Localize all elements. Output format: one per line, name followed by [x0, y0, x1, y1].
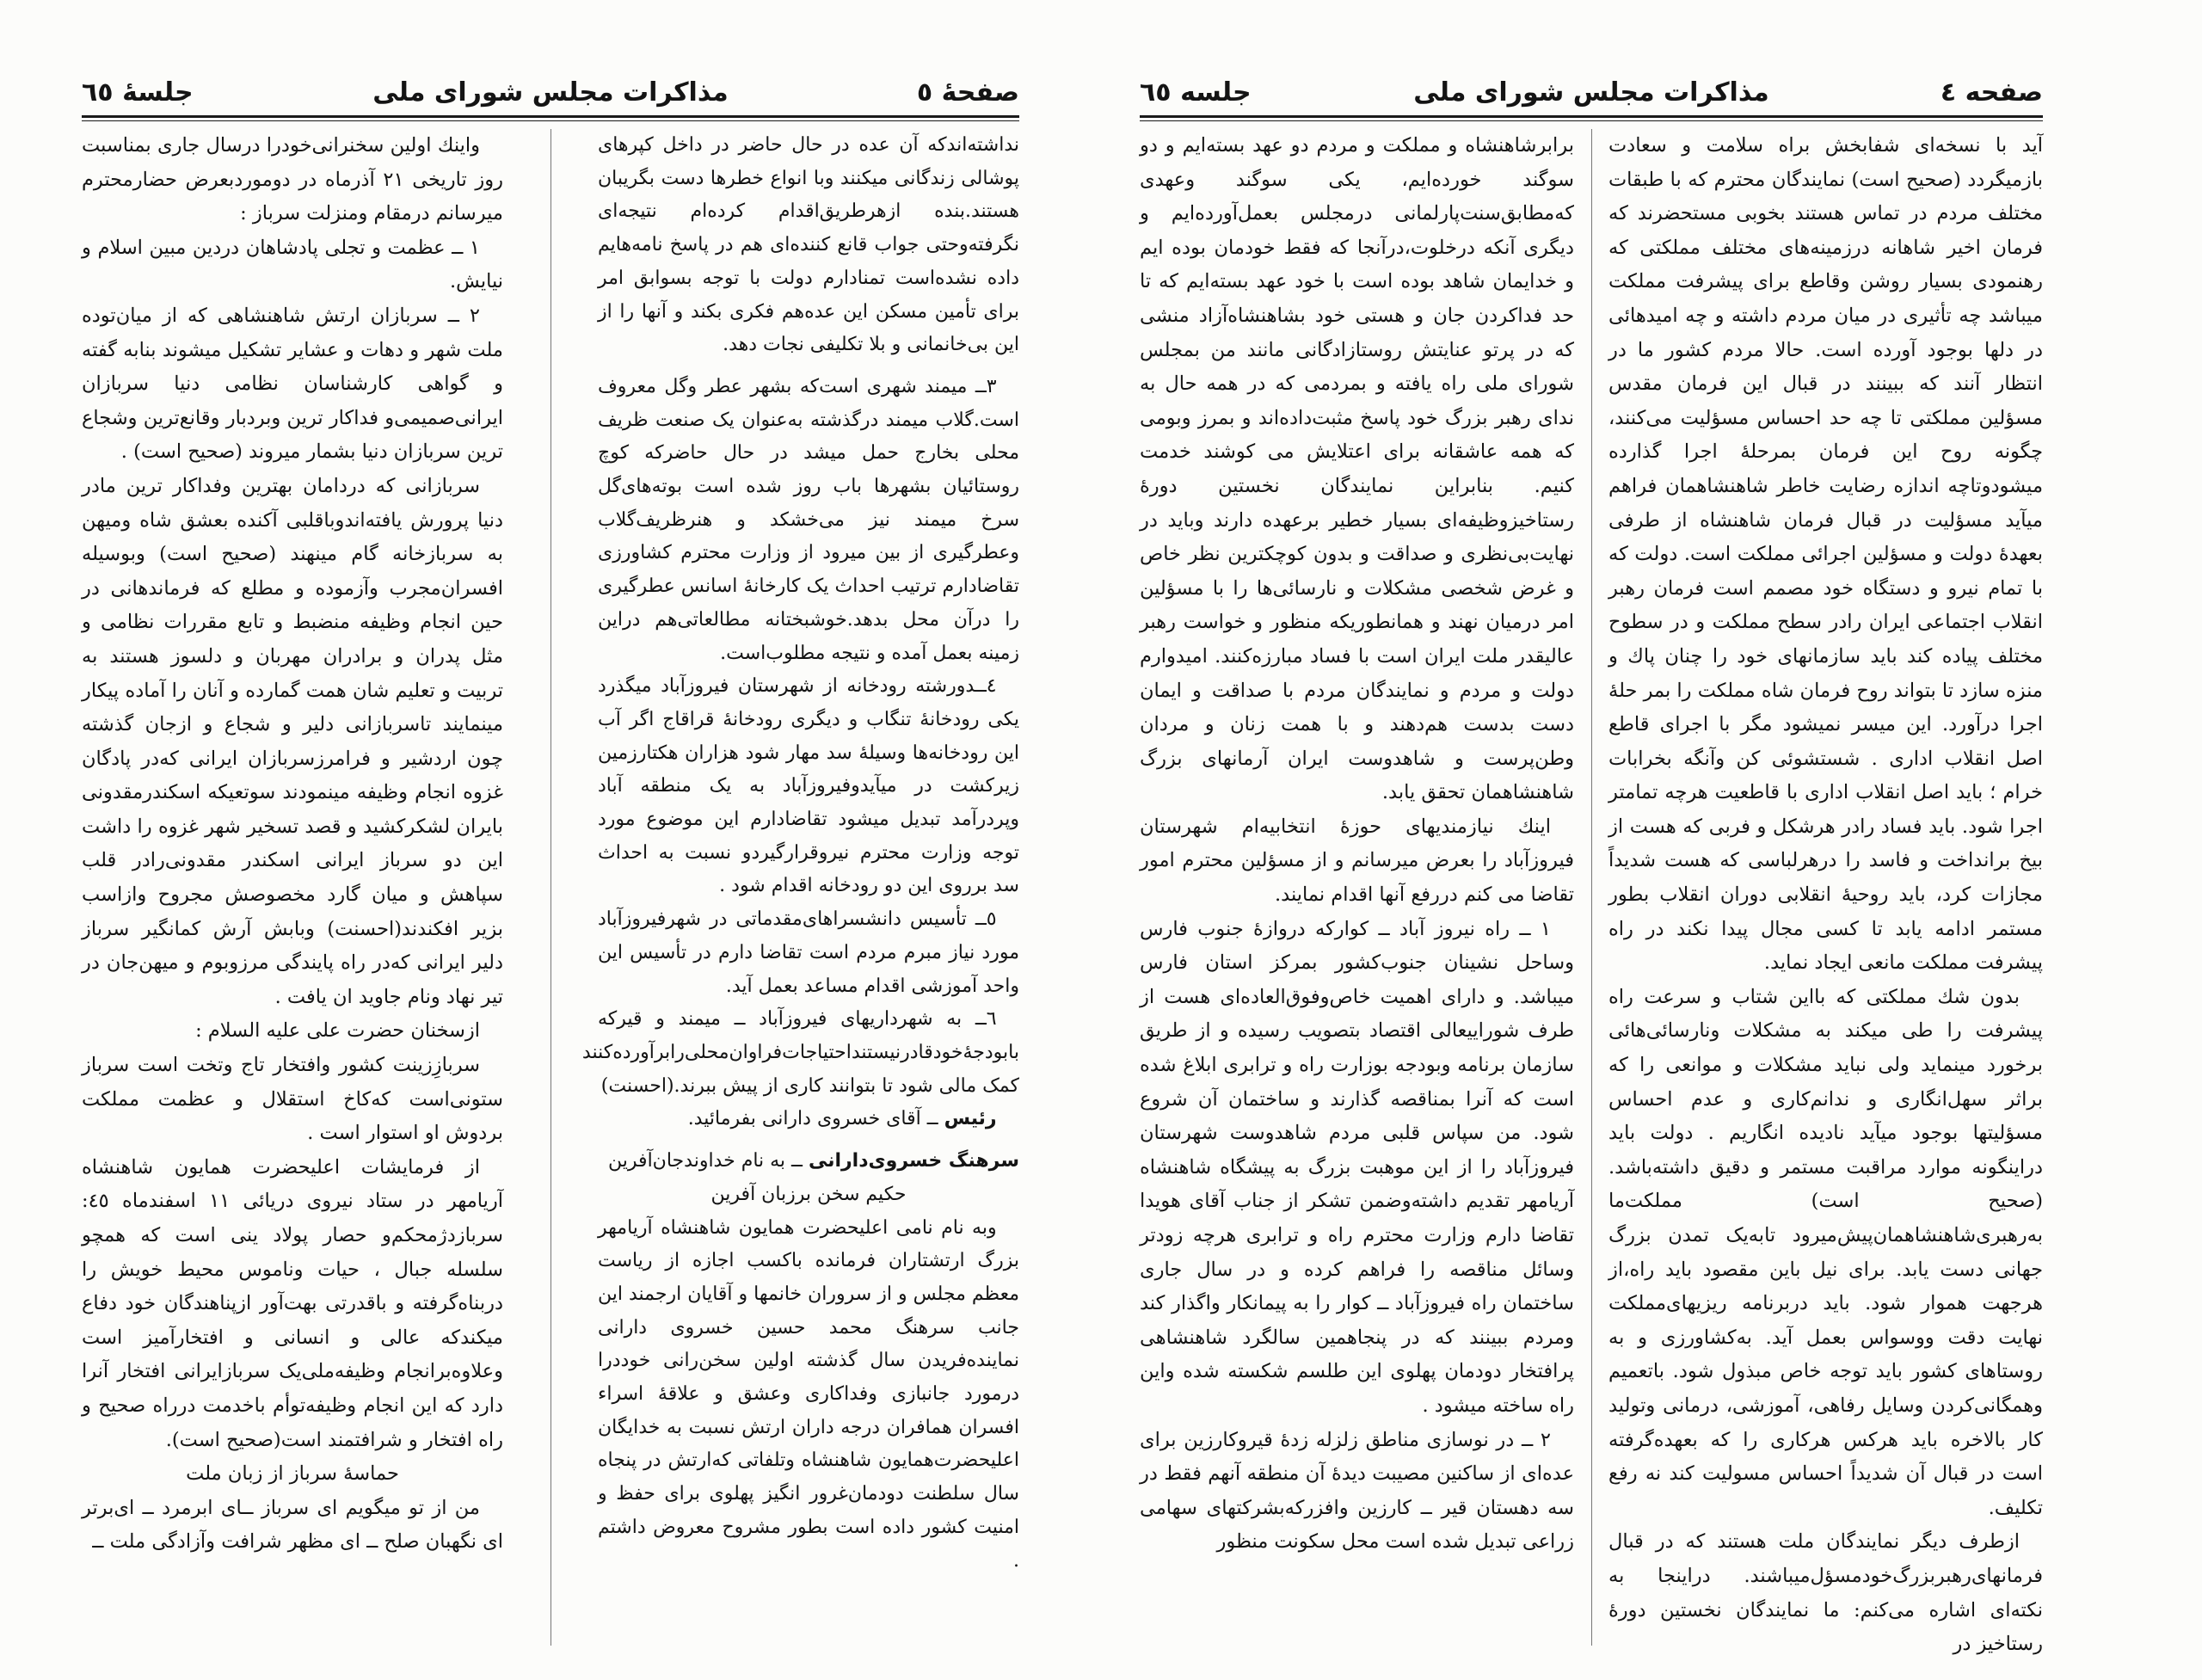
header-rule-thin: [1140, 120, 2043, 121]
paragraph: بدون شك مملکتی که بااین شتاب و سرعت راه پیشرفت را طی میکند به مشکلات ونارسائی‌هائی برخورد مینماید ولی نباید مشکلات و موانعی را که براثر سهل‌انگاری و ندانم‌کاری و عدم احساس مسؤلیتها بوجود میآید نادیده انگاریم . دولت باید دراینگونه موارد مراقبت مستمر و دقیق داشته‌باشد. (صحیح است) مملکت‌ما به‌رهبری‌شاهنشاهمان‌پیش‌میرود تابه‌یک تمدن بزرگ جهانی دست یابد. برای نیل باین مقصود باید راه،از هرجهت هموار شود. باید دربرنامه ریزیهای‌مملکت نهایت دقت ووسواس بعمل آید. به‌کشاورزی و به روستاهای کشور باید توجه خاص مبذول شود. باتعمیم وهمگانی‌کردن وسایل رفاهی، آموزشی، درمانی وتولید کار بالاخره باید هرکس هرکاری را که بعهده‌گرفته است در قبال آن شدیداً احساس مسولیت کند نه رفع تکلیف.: [1608, 985, 2043, 1519]
text-column-left: [82, 129, 503, 1560]
speaker-line: [598, 1103, 1019, 1136]
speaker-name: رئیس: [944, 1108, 997, 1130]
header-rule-thin: [82, 120, 1019, 121]
header-rule: [1140, 115, 2043, 118]
paragraph: ٦ــ به شهرداریهای فیروزآباد ــ میمند و قیرکه بابودجهٔ‌خودقادرنیستنداحتیاجات‌فراوان‌محلی‌رابرآورده‌کنند کمک مالی شود تا بتوانند کاری از پیش ببرند.(احسنت): [581, 1008, 1019, 1097]
speaker-name: سرهنگ خسروی‌دارانی: [808, 1150, 1019, 1172]
session-number: جلسه ٦٥: [1140, 77, 1252, 108]
paragraph: واینك اولین سخنرانی‌خودرا درسال جاری بمناسبت روز تاریخی ٢١ آذرماه در دوموردبعرض حضارمحترم میرسانم درمقام ومنزلت سرباز :: [82, 134, 503, 225]
column-divider: [550, 129, 551, 1646]
text-column-right: [1608, 129, 2043, 1662]
journal-title: مذاکرات مجلس شورای ملی: [1413, 77, 1769, 108]
page-number: صفحهٔ ٥: [916, 77, 1019, 108]
running-header: [1140, 76, 2043, 114]
paragraph: سربازانی که درداما‌ن بهترین وفداکار ترین مادر دنیا پرورش یافته‌اندوباقلبی آکنده بعشق شاه ومیهن به سربازخانه گام مینهند (صحیح است) وبوسیله افسران‌مجرب وآزموده و مطلع که فرماندهانی در حین انجام وظیفه منضبط و تابع مقررات نظامی و مثل پدران و برادران مهربان و دلسوز هستند به تربیت و تعلیم شان همت گمارده و آنان را آماده پیکار مینمایند تاسربازانی دلیر و شجاع و ازجان گذشته چون اردشیر و فرامرزسربازان ایرانی که‌در پادگان غزوه انجام وظیفه مینمودند سوتعیکه اسکندرمقدونی بایران لشکرکشید و قصد تسخیر شهر غزوه را داشت این دو سرباز ایرانی اسکندر مقدونی‌رادر قلب سپاهش و میان گارد مخصوصش مجروح وازاسب بزیر افکندند(احسنت) وبابش آرش کمانگیر سرباز دلیر ایرانی که‌در راه پایندگی مرزوبوم و میهن‌جان در تیر نهاد ونام جاوید ان یافت .: [82, 474, 503, 1008]
paragraph: برابرشاهنشاه و مملکت و مردم دو عهد بسته‌ایم و دو سوگند خورده‌ایم، یکی سوگند وعهدی که‌مطابق‌سنت‌پارلمانی درمجلس بعمل‌آورده‌ایم و دیگری آنکه درخلوت،درآنجا که فقط خودمان بوده ایم و خدایمان شاهد بوده است با خود عهد بسته‌ایم که تا حد فداکردن جان و هستی خود بشاهنشاه‌آزاد منشی که در پرتو عنایتش روستازادگانی مانند من بمجلس شورای ملی راه یافته و بمردمی که در همه حال به ندای رهبر بزرگ خود پاسخ مثبت‌داده‌اند و بمرز وبومی که همه عاشقانه برای اعتلایش می کوشند خدمت کنیم. بنابراین نمایندگان نخستین دورهٔ رستاخیزوظیفه‌ای بسیار خطیر برعهده دارند وباید در نهایت‌بی‌نظری و صداقت و بدون کوچکترین نظر خاص و غرض شخصی مشکلات و نارسائی‌ها را با مسؤلین امر درمیان نهند و همانطوریکه منظور و خواست رهبر عالیقدر ملت ایران است با فساد مبارزه‌کنند. امیدوارم دولت و مردم و نمایندگان مردم با صداقت و ایمان دست بدست هم‌دهند و با همت زنان و مردان وطن‌پرست و شاهدوست ایران آرمانهای بزرگ شاهنشاهمان تحقق یابد.: [1140, 134, 1574, 804]
paragraph: سربازِزینت کشور وافتخار تاج وتخت است سرباز ستونی‌است که‌کاخ استقلال و عظمت مملکت بردوش او استوار است .: [82, 1054, 503, 1145]
speaker-text: ــ آقای خسروی دارانی بفرمائید.: [687, 1108, 944, 1130]
paragraph: ٥ــ تأسیس دانشسراهای‌مقدماتی در شهرفیروزآباد مورد نیاز مبرم مردم است تقاضا دارم در تأسیس این واحد آموزشی اقدام مساعد بعمل آید.: [598, 908, 1019, 997]
page-5: [82, 0, 1019, 1680]
paragraph: از فرمایشات اعلیحضرت همایون شاهنشاه آریامهر در ستاد نیروی دریائی ١١ اسفندماه ٤٥: سربازدژمحکم‌و حصار پولاد ینی است که همچو سلسله جبال ، حیات وناموس محیط خویش را دربناه‌گرفته و باقدرتی بهت‌آور ازپناهندگان خود دفاع میکندکه عالی و انسانی و افتخارآمیز است وعلاوه‌برانجام وظیفه‌ملی‌یک سربازایرانی افتخار آنرا دارد که این انجام وظیفه‌توأم باخدمت درراه صحیح و راه افتخار و شرافتمند است(صحیح است).: [82, 1155, 503, 1451]
paragraph: ازسخنان حضرت علی علیه السلام :: [195, 1019, 480, 1043]
list-item: ٢ ــ سربازان ارتش شاهنشاهی که از میان‌توده ملت شهر و دهات و عشایر تشکیل میشوند بنابه گفته و گواهی کارشناسان نظامی دنیا سربازان ایرانی‌صمیمی‌و فداکار ترین وبردبار وقانع‌ترین وشجاع ترین سربازان دنیا بشمار میروند (صحیح است) .: [82, 304, 503, 464]
column-divider: [1591, 129, 1592, 1646]
paragraph: ازطرف دیگر نمایندگان ملت هستند که در قبال فرمانهای‌رهبربزرگ‌خودمسؤل‌میباشند. دراینجا به نکته‌ای اشاره می‌کنم: ما نمایندگان نخستین دورهٔ رستاخیز در: [1608, 1530, 2043, 1656]
speech-heading-verse: حکیم سخن برزبان آفرین: [710, 1183, 907, 1205]
paragraph: ٤ــدورشته رودخانه از شهرستان فیروزآباد میگذرد یکی رودخانهٔ تنگاب و دیگری رودخانهٔ قراقاج اگر آب این رودخانه‌ها وسیلهٔ سد مهار شود هزاران هکتارزمین زیرکشت در میآیدوفیروزآباد به یک منطقه آباد وپردرآمد تبدیل میشود تقاضادارم این موضوع مورد توجه وزارت محترم نیروقرارگیردو نسبت به احداث سد برروی این دو رودخانه اقدام شود .: [598, 675, 1019, 897]
page-4: [1140, 0, 2043, 1680]
journal-title: مذاکرات مجلس شورای ملی: [372, 77, 729, 108]
text-column-left: [1140, 129, 1574, 1560]
paragraph: اینك نیازمندیهای حوزهٔ انتخابیه‌ام شهرستان فیروزآباد را بعرض میرسانم و از مسؤلین محترم امور تقاضا می کنم دررفع آنها اقدام نمایند.: [1140, 815, 1574, 907]
text-column-right: [581, 129, 1020, 1578]
header-rule: [82, 115, 1019, 118]
paragraph: وبه نام نامی اعلیحضرت همایون شاهنشاه آریامهر بزرگ ارتشتاران فرمانده باکسب اجازه از ریاست معظم مجلس و از سروران خانمها و آقایان ارجمند این جانب سرهنگ محمد حسین خسروی دارانی نماینده‌فریدن سال گذشته اولین سخن‌رانی خوددرا درمورد جانبازی وفداکاری وعشق و علاقهٔ اسراء افسران همافران درجه داران ارتش نسبت به خدایگان اعلیحضرت‌همایون شاهنشاه وتلفاتی که‌ارتش در پنجاه سال سلطنت دودمان‌غرور انگیز پهلوی برای حفظ و امنیت کشور داده است بطور مشروح معروض داشتم .: [598, 1216, 1019, 1572]
speech-heading: [598, 1145, 1019, 1211]
paragraph: من از تو میگویم ای سرباز ــای ابرمرد ــ ای‌برتر ای نگهبان صلح ــ ای مظهر شرافت وآزادگی ملت ــ: [82, 1496, 503, 1554]
paragraph: ٣ــ میمند شهری است‌که بشهر عطر وگل معروف است.گلاب میمند درگذشته به‌عنوان یک صنعت ظریف محلی بخارج حمل میشد در حال حاضرکه کوچ روستائیان بشهرها باب روز شده است بوته‌های‌گل سرخ میمند نیز می‌خشکد و هنرظریف‌گلاب وعطرگیری از بین میرود از وزارت محترم کشاورزی تقاضادارم ترتیب احداث یک کارخانهٔ اسانس عطرگیری را درآن محل بدهد.خوشبختانه مطالعاتی‌هم دراین زمینه بعمل آمده و نتیجه مطلوب‌است.: [598, 375, 1020, 664]
paragraph: آید با نسخه‌ای شفابخش براه سلامت و سعادت بازمیگردد (صحیح است) نمایندگان محترم که با طبقات مختلف مردم در تماس هستند بخوبی مستحضرند که فرمان اخیر شاهانه درزمینه‌های مختلف مملکتی که رهنمودی بسیار روشن وقاطع برای پیشرفت مملکت میباشد چه تأثیری در میان مردم داشته و چه امیدهائی در دلها بوجود آورده است. حالا مردم کشور ما در انتظار آنند که ببینند در قبال این فرمان مقدس مسؤلین مملکتی تا چه حد احساس مسؤلیت می‌کنند، چگونه روح این فرمان بمرحلهٔ اجرا گذارده میشودوتاچه اندازه رضایت خاطر شاهنشاهمان فراهم میآید مسؤلیت در قبال فرمان شاهنشاه از طرفی بعهدهٔ دولت و مسؤلین اجرائی مملکت است. دولت که با تمام نیرو و دستگاه خود مصمم است فرمان رهبر انقلاب اجتماعی ایران رادر سطح مملکت و در سطوح مختلف پیاده کند باید سازمانهای خود را چنان پاك و منزه سازد تا بتواند روح فرمان شاه مملکت را بمر حلهٔ اجرا درآورد. این میسر نمیشود مگر با اجرای قاطع اصل انقلاب اداری . شستشوئی کن وآنگه بخرابات خرام ؛ باید اصل انقلاب اداری با قاطعیت هرچه تمامتر اجرا شود. باید فساد رادر هرشکل و فربی که هست از بیخ برانداخت و فاسد را درهرلباسی که هست شدیداً مجازات کرد، باید روحیهٔ انقلابی دوران انقلاب بطور مستمر ادامه یابد تا کسی مجال پیدا نکند در راه پیشرفت مملکت مانعی ایجاد نماید.: [1608, 134, 2043, 975]
page-number: صفحه ٤: [1940, 77, 2043, 108]
subheading: حماسهٔ سرباز از زبان ملت: [186, 1462, 399, 1486]
session-number: جلسهٔ ٦٥: [82, 77, 194, 108]
list-item: ١ ــ راه نیروز آباد ــ کوارکه دروازهٔ جنوب فارس وساحل نشینان جنوب‌کشور بمرکز استان فارس میباشد. و دارای اهمیت خاص‌وفوق‌العاده‌ای هست از طرف شوراییعالی اقتصاد بتصویب رسیده و از طریق سازمان برنامه وبودجه بوزارت راه و ترابری ابلاغ شده است که آنرا بمناقصه گذارند و ساختمان آن شروع شود. من سپاس قلبی مردم شاهدوست شهرستان فیروزآباد را از این موهبت بزرگ به پیشگاه شاهنشاه آریامهر تقدیم داشته‌وضمن تشکر از جناب آقای هویدا تقاضا دارم وزارت محترم راه و ترابری هرچه زودتر وسائل مناقصه را فراهم کرده و در سال جاری ساختمان راه فیروزآباد ــ کوار را به پیمانکار واگذار کند ومردم ببینند که در پنجاهمین سالگرد شاهنشاهی پرافتخار دودمان پهلوی این طلسم شکسته شده واین راه ساخته میشود .: [1140, 917, 1574, 1417]
running-header: [82, 76, 1019, 114]
list-item: ١ ــ عظمت و تجلی پادشاهان دردین مبین اسلام و نیایش.: [82, 236, 503, 293]
speech-heading-text: ــ به نام خداوندجان‌آفرین: [608, 1150, 809, 1172]
list-item: ٢ ــ در نوسازی مناطق زلزله زدهٔ قیروکارزین برای عده‌ای از ساکنین مصیبت دیدهٔ آن منطقه آنهم فقط در سه دهستان قیر ــ کارزین وافزرکه‌بشرکتهای سهامی زراعی تبدیل شده است محل سکونت منظور: [1140, 1428, 1574, 1554]
paragraph: نداشته‌اندکه آن عده در حال حاضر در داخل کپرهای پوشالی زندگانی میکنند وبا انواع خطرها دست بگریبان هستند.بنده ازهرطریق‌اقدام کرده‌ام نتیجه‌ای نگرفته‌وحتی جواب قانع کننده‌ای هم در پاسخ نامه‌هایم داده نشده‌است تمنادارم دولت با توجه بسوابق امر برای تأمین مسکن این عده‌هم فکری بکند و آنها را از این بی‌خانمانی و بلا تکلیفی نجات دهد.: [598, 134, 1019, 356]
